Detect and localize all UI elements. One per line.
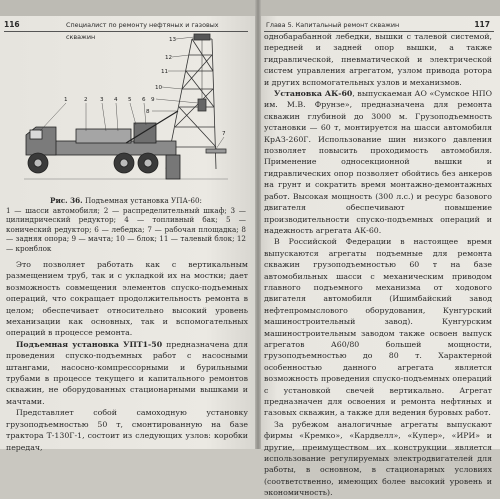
callout-label-7: 7: [222, 131, 226, 137]
caption-figure-number: Рис. 36.: [50, 196, 83, 205]
callout-label-4: 4: [114, 97, 118, 103]
figure-upa60-illustration: [6, 31, 246, 191]
paragraph-text: Представляет собой самоходную установку грузоподъемностью 50 т, смонтированную на базе трактора Т-130Г-1, состоит из следующих узлов: коробки передач,: [6, 408, 248, 452]
callout-label-1: 1: [64, 97, 68, 103]
paragraph-text: За рубежом аналогичные агрегаты выпускают фирмы «Кремко», «Кардвелл», «Купер», «ИРИ» и другие, преимуществом их конструкции является использование регулируемых электродвигателей для работы, в основном, в стационарных условиях (соответственно, имеющих более высокий уровень и экономичность).: [264, 419, 492, 498]
right-body-text: [264, 31, 492, 499]
right-page: [258, 16, 500, 498]
left-running-head-title: Специалист по ремонту нефтяных и газовых скважин: [66, 21, 219, 41]
left-page: [0, 16, 258, 452]
right-paragraph: [264, 236, 492, 419]
scan-top-edge: [0, 0, 500, 16]
paragraph-lead: Установка АК-60: [274, 89, 353, 99]
callout-label-2: 2: [84, 97, 88, 103]
callout-label-3: 3: [100, 97, 104, 103]
paragraph-text: предназначена для проведения спуско-подъемных работ с насосными штангами, насосно-компрессорными и бурильными трубами в процессе текущего и капитального ремонтов скважин, не оборудованных стационарными вышками и мачтами.: [6, 339, 248, 406]
left-page-number: 116: [4, 20, 20, 29]
left-paragraph: [6, 259, 248, 339]
left-paragraph: [6, 407, 248, 453]
callout-label-11: 11: [161, 69, 169, 75]
callout-label-6: 6: [142, 97, 146, 103]
paragraph-text: Это позволяет работать как с вертикальным размещением труб, так и с укладкой их на мостки; дает возможность совмещения элементов спуско-подъемных операций, что сокращает продолжительность ремонта в целом; обеспечивает относительно высокий уровень механизации как основных, так и вспомогательных операций в процессе ремонта.: [6, 260, 248, 338]
figure-caption: [6, 196, 246, 254]
callout-leaders: [40, 37, 224, 149]
right-paragraph: [264, 88, 492, 236]
paragraph-text: , выпускаемая АО «Сумское НПО им. М.В. Фрунзе», предназначена для ремонта скважин глубиной до 3000 м. Грузоподъемность установки — 60 т, монтируется на шасси автомобиля КрАЗ-260Г. Использование шин низкого давления позволяет повысить проходимость автомобиля. Применение односекционной вышки и гидравлических опор позволяет обойтись без анкеров на грунт и сократить время монтажно-демонтажных работ. Высокая мощность (300 л.с.) и ресурс базового двигателя обеспечивают повышение производительности спуско-подъемных операций и надежность агрегата АК-60.: [264, 89, 492, 235]
paragraph-text: однобарабанной лебедки, вышки с талевой системой, передней и задней опор вышки, а также гидравлической, пневматической и электрической систем управления агрегатом, узлом привода ротора и других вспомогательных узлов и механизмов.: [264, 32, 492, 87]
callout-label-13: 13: [169, 37, 177, 43]
callout-label-12: 12: [165, 55, 173, 61]
left-body-text: [6, 259, 248, 453]
right-paragraph: [264, 31, 492, 88]
paragraph-text: В Российской Федерации в настоящее время выпускаются агрегаты подъемные для ремонта скважин грузоподъемностью 60 т на базе автомобильных шасси с механическим приводом главного подъемного механизма от ходового двигателя автомобиля (Ишимбайский завод нефтепромыслового оборудования, Кунгурский машиностроительный завод). Кунгурским машиностроительным заводом также освоен выпуск агрегатов А60/80 большей мощности, грузоподъемностью до 80 т. Характерной особенностью данного агрегата является возможность проведения спуско-подъемных операций с установкой свечей вертикально. Агрегат предназначен для освоения и ремонта нефтяных и газовых скважин, а также для ведения буровых работ.: [264, 237, 492, 418]
callout-label-8: 8: [146, 109, 150, 115]
paragraph-lead: Подъемная установка УПТ1-50: [16, 339, 163, 349]
callout-label-9: 9: [151, 97, 155, 103]
callout-label-5: 5: [128, 97, 132, 103]
right-paragraph: [264, 419, 492, 499]
callout-label-10: 10: [155, 85, 163, 91]
caption-figure-name: Подъемная установка УПА-60:: [84, 196, 202, 205]
left-paragraph: [6, 339, 248, 407]
caption-heading: [6, 196, 246, 206]
book-gutter: [255, 0, 261, 449]
right-running-head-title: Глава 5. Капитальный ремонт скважин: [266, 21, 400, 29]
right-page-number: 117: [474, 20, 490, 29]
caption-legend: 1 — шасси автомобиля; 2 — распределительный шкаф; 3 — цилиндрический редуктор; 4 — топливный бак; 5 — конический редуктор; 6 — лебедка; 7 — рабочая площадка; 8 — задняя опора; 9 — мачта; 10 — блок; 11 — талевый блок; 12 — кронблок: [6, 205, 246, 253]
